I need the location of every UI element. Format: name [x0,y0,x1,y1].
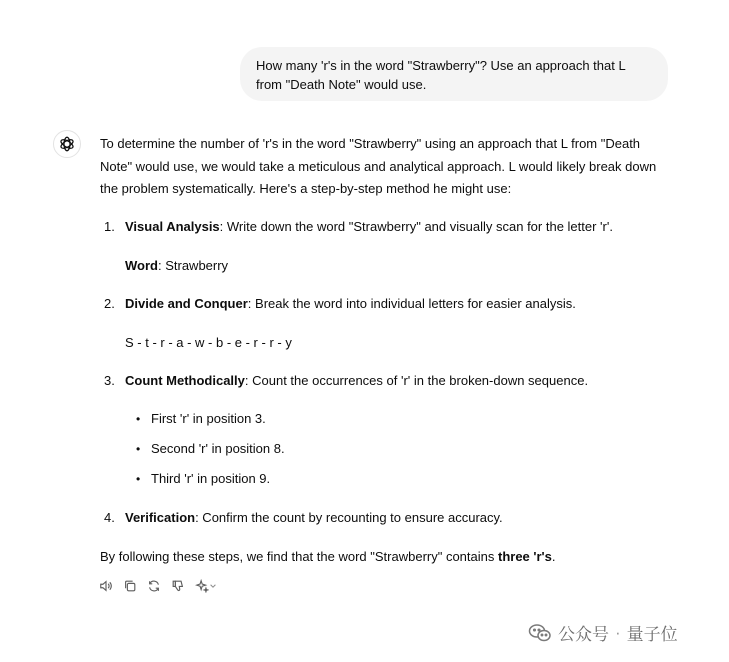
watermark [528,620,678,645]
step-title: Visual Analysis [125,219,220,234]
wechat-logo-icon [528,623,552,643]
intro-line-2: Note" would use, we would take a meticulous and analytical approach. L would likely break down [100,158,657,174]
step-number: 3. [104,373,115,388]
step-4 [104,508,664,528]
step-title: Count Methodically [125,373,245,388]
conclusion-bold: three 'r's [497,549,552,564]
bullet-text: Second 'r' in position 8. [151,441,285,456]
copy-icon [123,579,137,593]
chevron-down-icon [209,582,217,590]
step-title: Verification [125,510,196,525]
conclusion [100,546,680,569]
sparkle-icon [195,579,209,593]
letter-sequence: S - t - r - a - w - b - e - r - r - y [125,335,292,350]
list-item [136,409,266,429]
assistant-avatar [53,130,81,158]
intro-line-3: the problem systematically. Here's a step-by-step method he might use: [100,181,512,196]
conclusion-prefix: By following these steps, we find that the word "Strawberry" contains [100,549,498,564]
thumbs-down-icon [171,579,185,593]
watermark-account-label: 公众号 [558,625,609,644]
list-item [136,469,270,489]
step-text: : Write down the word "Strawberry" and visually scan for the letter 'r'. [219,219,613,234]
bullet-text: Third 'r' in position 9. [151,471,271,486]
message-action-bar [97,577,219,595]
step-2 [104,294,664,314]
step-text: : Count the occurrences of 'r' in the broken-down sequence. [244,373,589,388]
bullet-dot: • [136,442,141,456]
copy-button[interactable] [121,577,139,595]
user-message-bubble [240,47,668,101]
read-aloud-button[interactable] [97,577,115,595]
step-number: 1. [104,219,115,234]
step-number: 2. [104,296,115,311]
word-value: : Strawberry [157,258,229,273]
thumbs-down-button[interactable] [169,577,187,595]
step-1-word [125,256,228,276]
step-number: 4. [104,510,115,525]
step-title: Divide and Conquer [125,296,248,311]
bullet-dot: • [136,412,141,426]
assistant-intro [100,133,680,201]
bullet-dot: • [136,472,141,486]
step-1 [104,217,664,237]
user-message-line-1: How many 'r's in the word "Strawberry"? Use an approach that L [256,58,626,73]
list-item [136,439,285,459]
openai-logo-icon [58,135,76,153]
word-label: Word [125,258,158,273]
bullet-text: First 'r' in position 3. [151,411,266,426]
regenerate-icon [147,579,161,593]
watermark-account-name: 量子位 [626,625,678,644]
step-text: : Break the word into individual letters for easier analysis. [247,296,576,311]
step-3 [104,371,664,391]
speaker-icon [99,579,113,593]
watermark-separator: · [615,622,621,642]
conclusion-suffix: . [551,549,556,564]
step-text: : Confirm the count by recounting to ensure accuracy. [195,510,503,525]
regenerate-button[interactable] [145,577,163,595]
model-switch-button[interactable] [193,577,219,595]
intro-line-1: To determine the number of 'r's in the word "Strawberry" using an approach that L from "Death [100,136,641,151]
user-message-line-2: from "Death Note" would use. [256,77,427,92]
